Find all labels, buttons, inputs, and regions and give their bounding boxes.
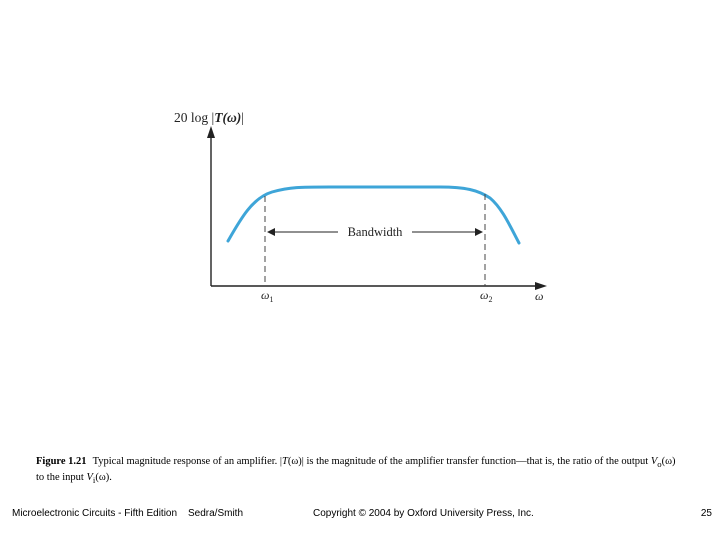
caption-text-1: Typical magnitude response of an amplifier. | [92, 456, 282, 467]
bandwidth-label: Bandwidth [347, 225, 403, 239]
figure-number: Figure 1.21 [36, 456, 87, 467]
footer-page-number: 25 [700, 508, 712, 519]
omega1-label: $\omega_1$ [261, 288, 274, 304]
caption-vi-sub: i [92, 475, 96, 486]
y-axis-label: 20 log |T(ω)| [174, 110, 244, 125]
omega2-label: $\omega_2$ [480, 288, 493, 304]
caption-vo-sub: o [657, 459, 662, 470]
caption-vo-base: V [650, 456, 658, 467]
footer-copyright: Copyright © 2004 by Oxford University Press, Inc. [313, 508, 534, 519]
footer-book-title: Microelectronic Circuits - Fifth Edition [12, 508, 178, 519]
y-axis-arrowhead [207, 126, 215, 138]
caption-vi-base: V [86, 472, 93, 484]
figure-caption [36, 455, 706, 487]
caption-text-5: (ω). [95, 472, 112, 484]
caption-text-3: (ω) [661, 456, 676, 467]
caption-line-1 [36, 455, 706, 471]
x-axis-label: ω [535, 289, 544, 303]
caption-text-2: (ω)| is the magnitude of the amplifier transfer function—that is, the ratio of the output [287, 456, 651, 467]
footer-authors: Sedra/Smith [188, 508, 244, 519]
caption-text-4: to the input [36, 472, 87, 484]
caption-line-2 [36, 471, 706, 487]
caption-t-symbol: T [282, 456, 288, 467]
